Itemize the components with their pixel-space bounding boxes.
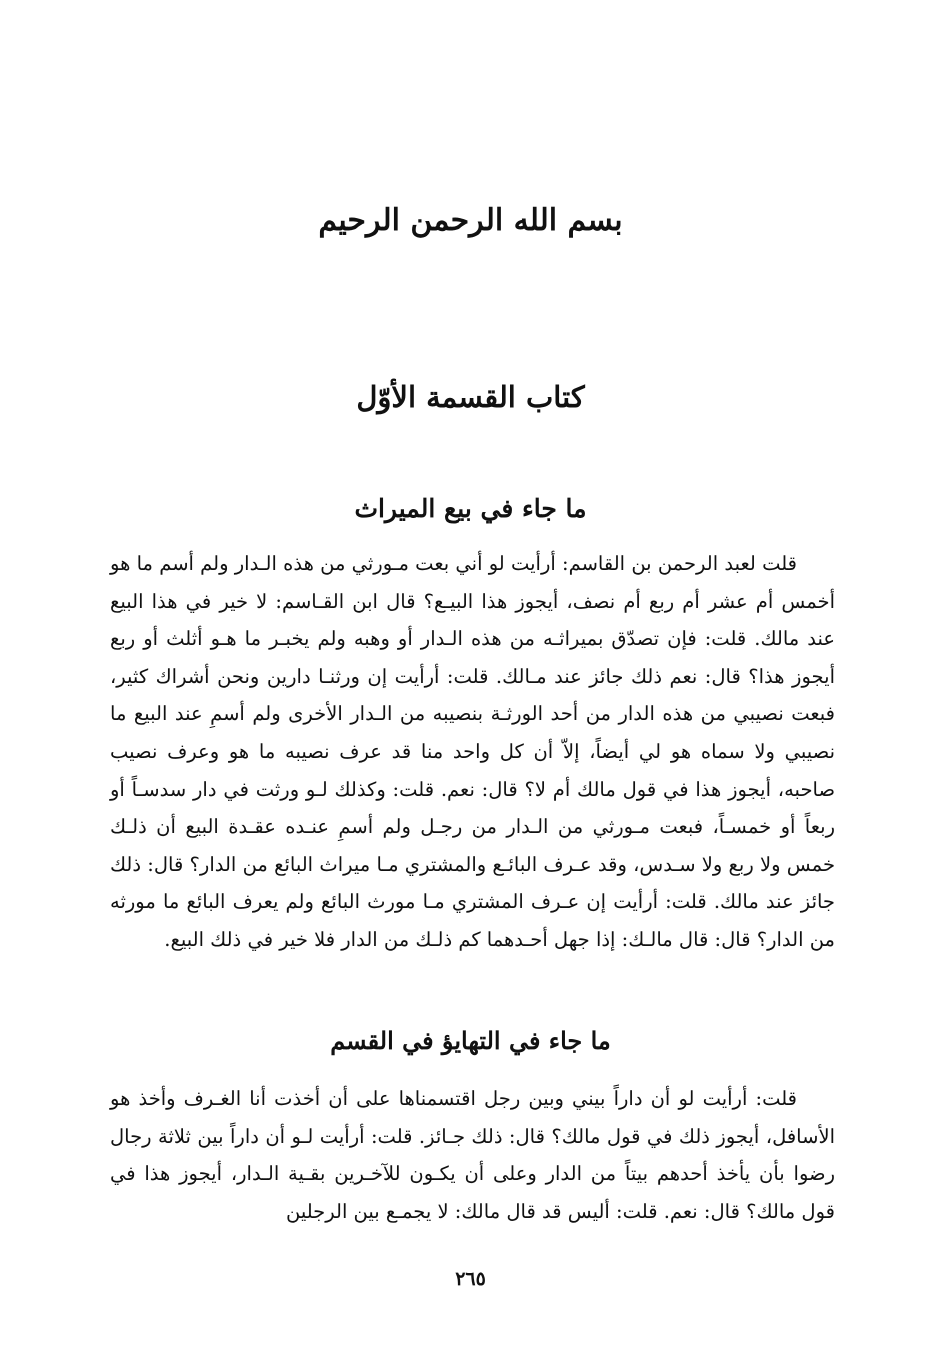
- basmala-heading: بسم الله الرحمن الرحيم: [318, 203, 623, 238]
- book-title: كتاب القسمة الأوّل: [356, 380, 585, 414]
- section-heading-division: ما جاء في التهايؤ في القسم: [330, 1026, 611, 1055]
- section-heading-inheritance-sale: ما جاء في بيع الميراث: [354, 494, 587, 523]
- section-paragraph-division: قلت: أرأيت لو أن داراً بيني وبين رجل اقتسمناها على أن أخذت أنا الغـرف وأخذ هو الأسافل، أيجوز ذلك في قول مالك؟ قال: ذلك جـائز. قلت: أرأيت لـو أن داراً بين ثلاثة رجال رضوا بأن يأخذ أحدهم بيتاً من الدار وعلى أن يكـون للآخـرين بقـية الـدار، أيجوز هذا في قول مالك؟ قال: نعم. قلت: أليس قد قال مالك: لا يجمـع بين الرجلين: [110, 1087, 835, 1223]
- section-paragraph-inheritance-sale: قلت لعبد الرحمن بن القاسم: أرأيت لو أني بعت مـورثي من هذه الـدار ولم أسم ما هو أخمس أم عشر أم ربع أم نصف، أيجوز هذا البيـع؟ قال ابن القـاسم: لا خير في هذا البيع عند مالك. قلت: فإن تصدّق بميراثـه من هذه الـدار أو وهبه ولم يخبـر ما هـو أثلث أو ربع أيجوز هذا؟ قال: نعم ذلك جائز عند مـالك. قلت: أرأيت إن ورثنـا دارين ونحن أشراك كثير، فبعت نصيبي من هذه الدار من أحد الورثـة بنصيبه من الـدار الأخرى ولم أسمِ عند البيع ما نصيبي ولا سماه هو لي أيضاً، إلاّ أن كل واحد منا قد عرف نصيبه ما هو وعرف نصيب صاحبه، أيجوز هذا في قول مالك أم لا؟ قال: نعم. قلت: وكذلك لـو ورثت في دار سدسـاً أو ربعاً أو خمسـاً، فبعت مـورثي من الـدار من رجـل ولم أسمِ عنـده عقـدة البيع أن ذلـك خمس ولا ربع ولا سـدس، وقد عـرف البائـع والمشتري مـا ميراث البائع من الدار؟ قال: ذلك جائز عند مالك. قلت: أرأيت إن عـرف المشتري مـا مورث البائع ولم يعرف البائع ما مورثه من الدار؟ قال: قال مالـك: إذا جهل أحـدهما كم ذلـك من الدار فلا خير في ذلك البيع.: [110, 552, 835, 951]
- page-number: ٢٦٥: [455, 1268, 486, 1290]
